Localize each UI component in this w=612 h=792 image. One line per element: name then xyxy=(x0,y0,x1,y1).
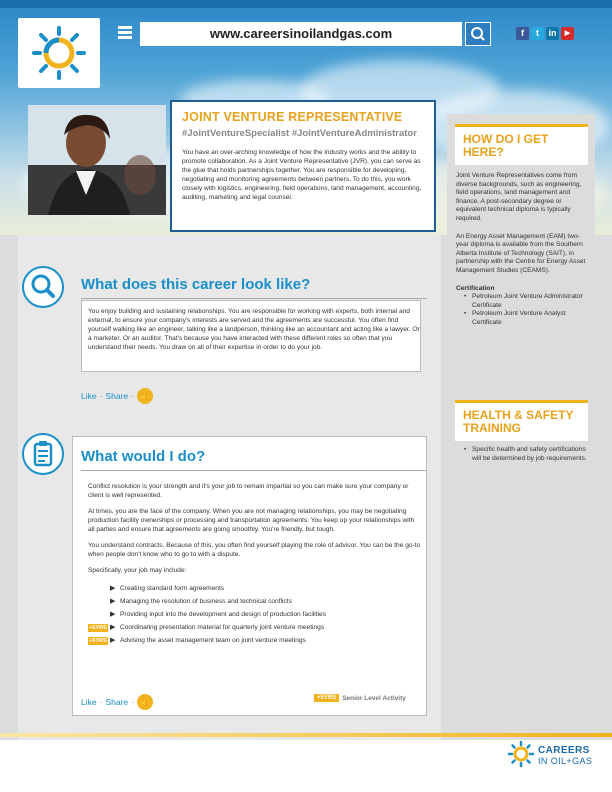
footer-logo-text[interactable]: CAREERS IN OIL+GAS xyxy=(538,745,593,766)
share-link[interactable]: Share xyxy=(105,697,129,707)
duties-paragraph-4: Specifically, your job may include: xyxy=(88,567,187,574)
health-safety-heading-box xyxy=(455,400,588,441)
senior-level-legend xyxy=(314,694,406,702)
duties-paragraph-2: At times, you are the face of the company. When you are not managing relationships, you may be negotiating production facility ownerships or processing and transportation agreements. You keep up your relationships with all parties and ensure that agreements are going smoothly. You're friendly, but tough. xyxy=(88,508,415,533)
footer-accent-line xyxy=(0,733,612,737)
five-years-badge: +5YRS xyxy=(89,638,107,644)
arrow-right-icon: ▶ xyxy=(110,585,116,592)
representative-photo xyxy=(28,105,166,215)
duty-item: ▶ Providing input into the development and design of production facilities xyxy=(88,608,422,621)
thumbs-up-icon[interactable]: 👍 xyxy=(137,388,153,404)
like-share-row: Like · Share · 👍 xyxy=(81,388,153,404)
duty-item: ▶ Creating standard form agreements xyxy=(88,582,422,595)
five-years-badge: +5YRS xyxy=(89,625,107,631)
health-safety-heading: HEALTH & SAFETY TRAINING xyxy=(463,408,574,435)
careers-logo[interactable] xyxy=(18,18,100,88)
certification-label: Certification xyxy=(456,284,495,292)
like-share-row: Like · Share · 👍 xyxy=(81,694,153,710)
section-divider xyxy=(81,470,427,471)
how-paragraph-1: Joint Venture Representatives come from diverse backgrounds, such as engineering, field operations, land management and finance. A post-secondary degree or equivalent technical diploma is typically required. xyxy=(456,172,582,222)
like-link[interactable]: Like xyxy=(81,697,97,707)
duty-item-senior: +5YRS ▶ Advising the asset management team on joint venture meetings xyxy=(88,634,422,647)
url-search-field[interactable]: www.careersinoilandgas.com xyxy=(140,22,462,46)
health-safety-content xyxy=(456,446,591,463)
clipboard-icon xyxy=(22,433,64,475)
arrow-right-icon: ▶ xyxy=(110,624,116,631)
footer-gear-logo-icon xyxy=(507,740,535,768)
youtube-icon[interactable]: ▶ xyxy=(561,27,574,40)
linkedin-icon[interactable]: in xyxy=(546,27,559,40)
hamburger-menu-icon[interactable] xyxy=(118,26,132,40)
top-accent-bar xyxy=(0,0,612,8)
duties-paragraph-1: Conflict resolution is your strength and it's your job to remain impartial so you can make sure your company or client is well represented. xyxy=(88,483,409,499)
cert-item: • Petroleum Joint Venture Analyst Certificate xyxy=(456,310,591,327)
how-paragraph-2: An Energy Asset Management (EAM) two-year diploma is available from the Southern Alberta Institute of Technology (SAIT), in partnership with the Centre for Energy Asset Management Studies (CEAMS). xyxy=(456,232,586,274)
facebook-icon[interactable]: f xyxy=(516,27,529,40)
arrow-right-icon: ▶ xyxy=(110,611,116,618)
gear-logo-icon xyxy=(18,18,100,88)
health-safety-item: • Specific health and safety certifications will be determined by job requirements. xyxy=(456,446,591,463)
job-title: JOINT VENTURE REPRESENTATIVE xyxy=(182,110,403,124)
search-button[interactable] xyxy=(465,22,491,46)
career-description: You enjoy building and sustaining relationships. You are responsible for working with experts, both internal and external, to ensure your company's interests are served and the agreements are successful. You often find yourself walking like an engineer, talking like a landperson, thinking like an accountant and acting like a lawyer. Or a marketer. Or an auditor. That's because you have interacted with these different roles so often that you understand their needs. You draw on all of their expertise in order to do your job. xyxy=(88,308,420,351)
cert-item: • Petroleum Joint Venture Administrator Certificate xyxy=(456,293,591,310)
duty-item-senior: +5YRS ▶ Coordinating presentation material for quarterly joint venture meetings xyxy=(88,621,422,634)
five-years-badge: +5YRS xyxy=(314,694,339,702)
magnifier-icon xyxy=(22,266,64,308)
duties-paragraph-3: You understand contracts. Because of this, you often find yourself playing the role of advisor. You can be the go-to when people don't know who to go to with a dispute. xyxy=(88,542,421,558)
twitter-icon[interactable]: t xyxy=(531,27,544,40)
how-heading: HOW DO I GET HERE? xyxy=(463,132,549,159)
how-content xyxy=(456,172,591,328)
job-hashtags: #JointVentureSpecialist #JointVentureAdministrator xyxy=(182,128,417,139)
thumbs-up-icon[interactable]: 👍 xyxy=(137,694,153,710)
share-link[interactable]: Share xyxy=(105,391,129,401)
section-title-career: What does this career look like? xyxy=(81,276,311,293)
duty-item: ▶ Managing the resolution of business and technical conflicts xyxy=(88,595,422,608)
intro-description: You have an over-arching knowledge of how the industry works and the ability to promote collaboration. As a Joint Venture Representative (JVR), you can serve as the glue that holds partnerships together. You are responsible for developing, negotiating and monitoring agreements between partners. To do this, you work closely with logistics, engineering, field operations, land management, accounting, auditing, marketing and legal counsel. xyxy=(182,149,422,201)
duties-content xyxy=(88,482,422,647)
intro-card xyxy=(170,100,436,232)
like-link[interactable]: Like xyxy=(81,391,97,401)
how-heading-box xyxy=(455,124,588,165)
arrow-right-icon: ▶ xyxy=(110,637,116,644)
section-title-duties: What would I do? xyxy=(81,448,206,465)
arrow-right-icon: ▶ xyxy=(110,598,116,605)
senior-level-label: Senior Level Activity xyxy=(342,694,406,702)
search-icon xyxy=(466,23,490,45)
section-divider xyxy=(81,298,427,299)
